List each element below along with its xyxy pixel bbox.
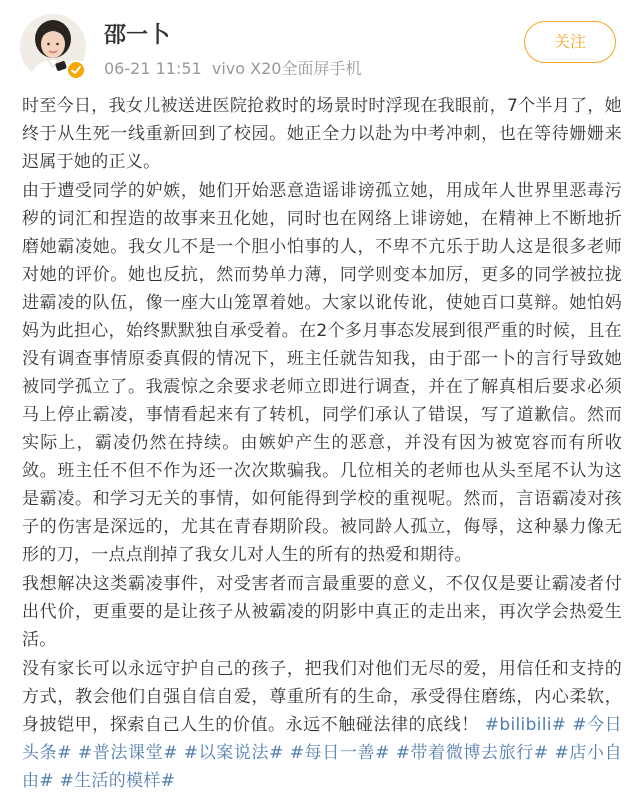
hashtag-link[interactable]: #以案说法#	[183, 743, 284, 763]
post-header	[0, 0, 640, 92]
hashtag-link[interactable]: #普法课堂#	[77, 743, 178, 763]
hashtag-link[interactable]: #店小自由#	[22, 743, 622, 791]
post-paragraph: 时至今日，我女儿被送进医院抢救时的场景时时浮现在我眼前，7个半月了，她终于从生死一线重新回到了校园。她正全力以赴为中考冲刺，也在等待姗姗来迟属于她的正义。	[22, 96, 622, 172]
verified-badge-icon	[66, 60, 86, 80]
hashtag-link[interactable]: #带着微博去旅行#	[395, 743, 549, 763]
post-content	[22, 92, 622, 796]
follow-button[interactable]: 关注	[524, 21, 616, 63]
hashtag-link[interactable]: #每日一善#	[289, 743, 390, 763]
post-paragraph-text: 没有家长可以永远守护自己的孩子，把我们对他们无尽的爱，用信任和支持的方式，教会他们自强自信自爱，尊重所有的生命，承受得住磨练，内心柔软，身披铠甲，探索自己人生的价值。永远不触碰法律的底线！	[22, 659, 622, 735]
post-date: 06-21 11:51	[104, 59, 202, 78]
post-paragraph-last	[22, 655, 622, 795]
hashtag-link[interactable]: #生活的模样#	[59, 771, 176, 791]
post-paragraph: 由于遭受同学的妒嫉，她们开始恶意造谣诽谤孤立她，用成年人世界里恶毒污秽的词汇和捏造的故事来丑化她，同时也在网络上诽谤她，在精神上不断地折磨她霸凌她。我女儿不是一个胆小怕事的人，不卑不亢乐于助人这是很多老师对她的评价。她也反抗，然而势单力薄，同学则变本加厉，更多的同学被拉拢进霸凌的队伍，像一座大山笼罩着她。大家以讹传讹，使她百口莫辩。她怕妈妈为此担心，始终默默独自承受着。在2个多月事态发展到很严重的时候，且在没有调查事情原委真假的情况下，班主任就告知我，由于邵一卜的言行导致她被同学孤立了。我震惊之余要求老师立即进行调查，并在了解真相后要求必须马上停止霸凌，事情看起来有了转机，同学们承认了错误，写了道歉信。然而实际上，霸凌仍然在持续。由嫉妒产生的恶意，并没有因为被宽容而有所收敛。班主任不但不作为还一次次欺骗我。几位相关的老师也从头至尾不认为这是霸凌。和学习无关的事情，如何能得到学校的重视呢。然而，言语霸凌对孩子的伤害是深远的，尤其在青春期阶段。被同龄人孤立，侮辱，这种暴力像无形的刀，一点点削掉了我女儿对人生的所有的热爱和期待。	[22, 181, 622, 565]
hashtag-link[interactable]: #bilibili#	[484, 715, 567, 735]
post-paragraph: 我想解决这类霸凌事件，对受害者而言最重要的意义，不仅仅是要让霸凌者付出代价，更重要的是让孩子从被霸凌的阴影中真正的走出来，再次学会热爱生活。	[22, 574, 622, 650]
post-meta	[104, 58, 361, 80]
post-device: vivo X20全面屏手机	[211, 59, 362, 78]
hashtag-link[interactable]: #今日头条#	[22, 715, 622, 763]
author-name[interactable]: 邵一卜	[104, 23, 171, 48]
